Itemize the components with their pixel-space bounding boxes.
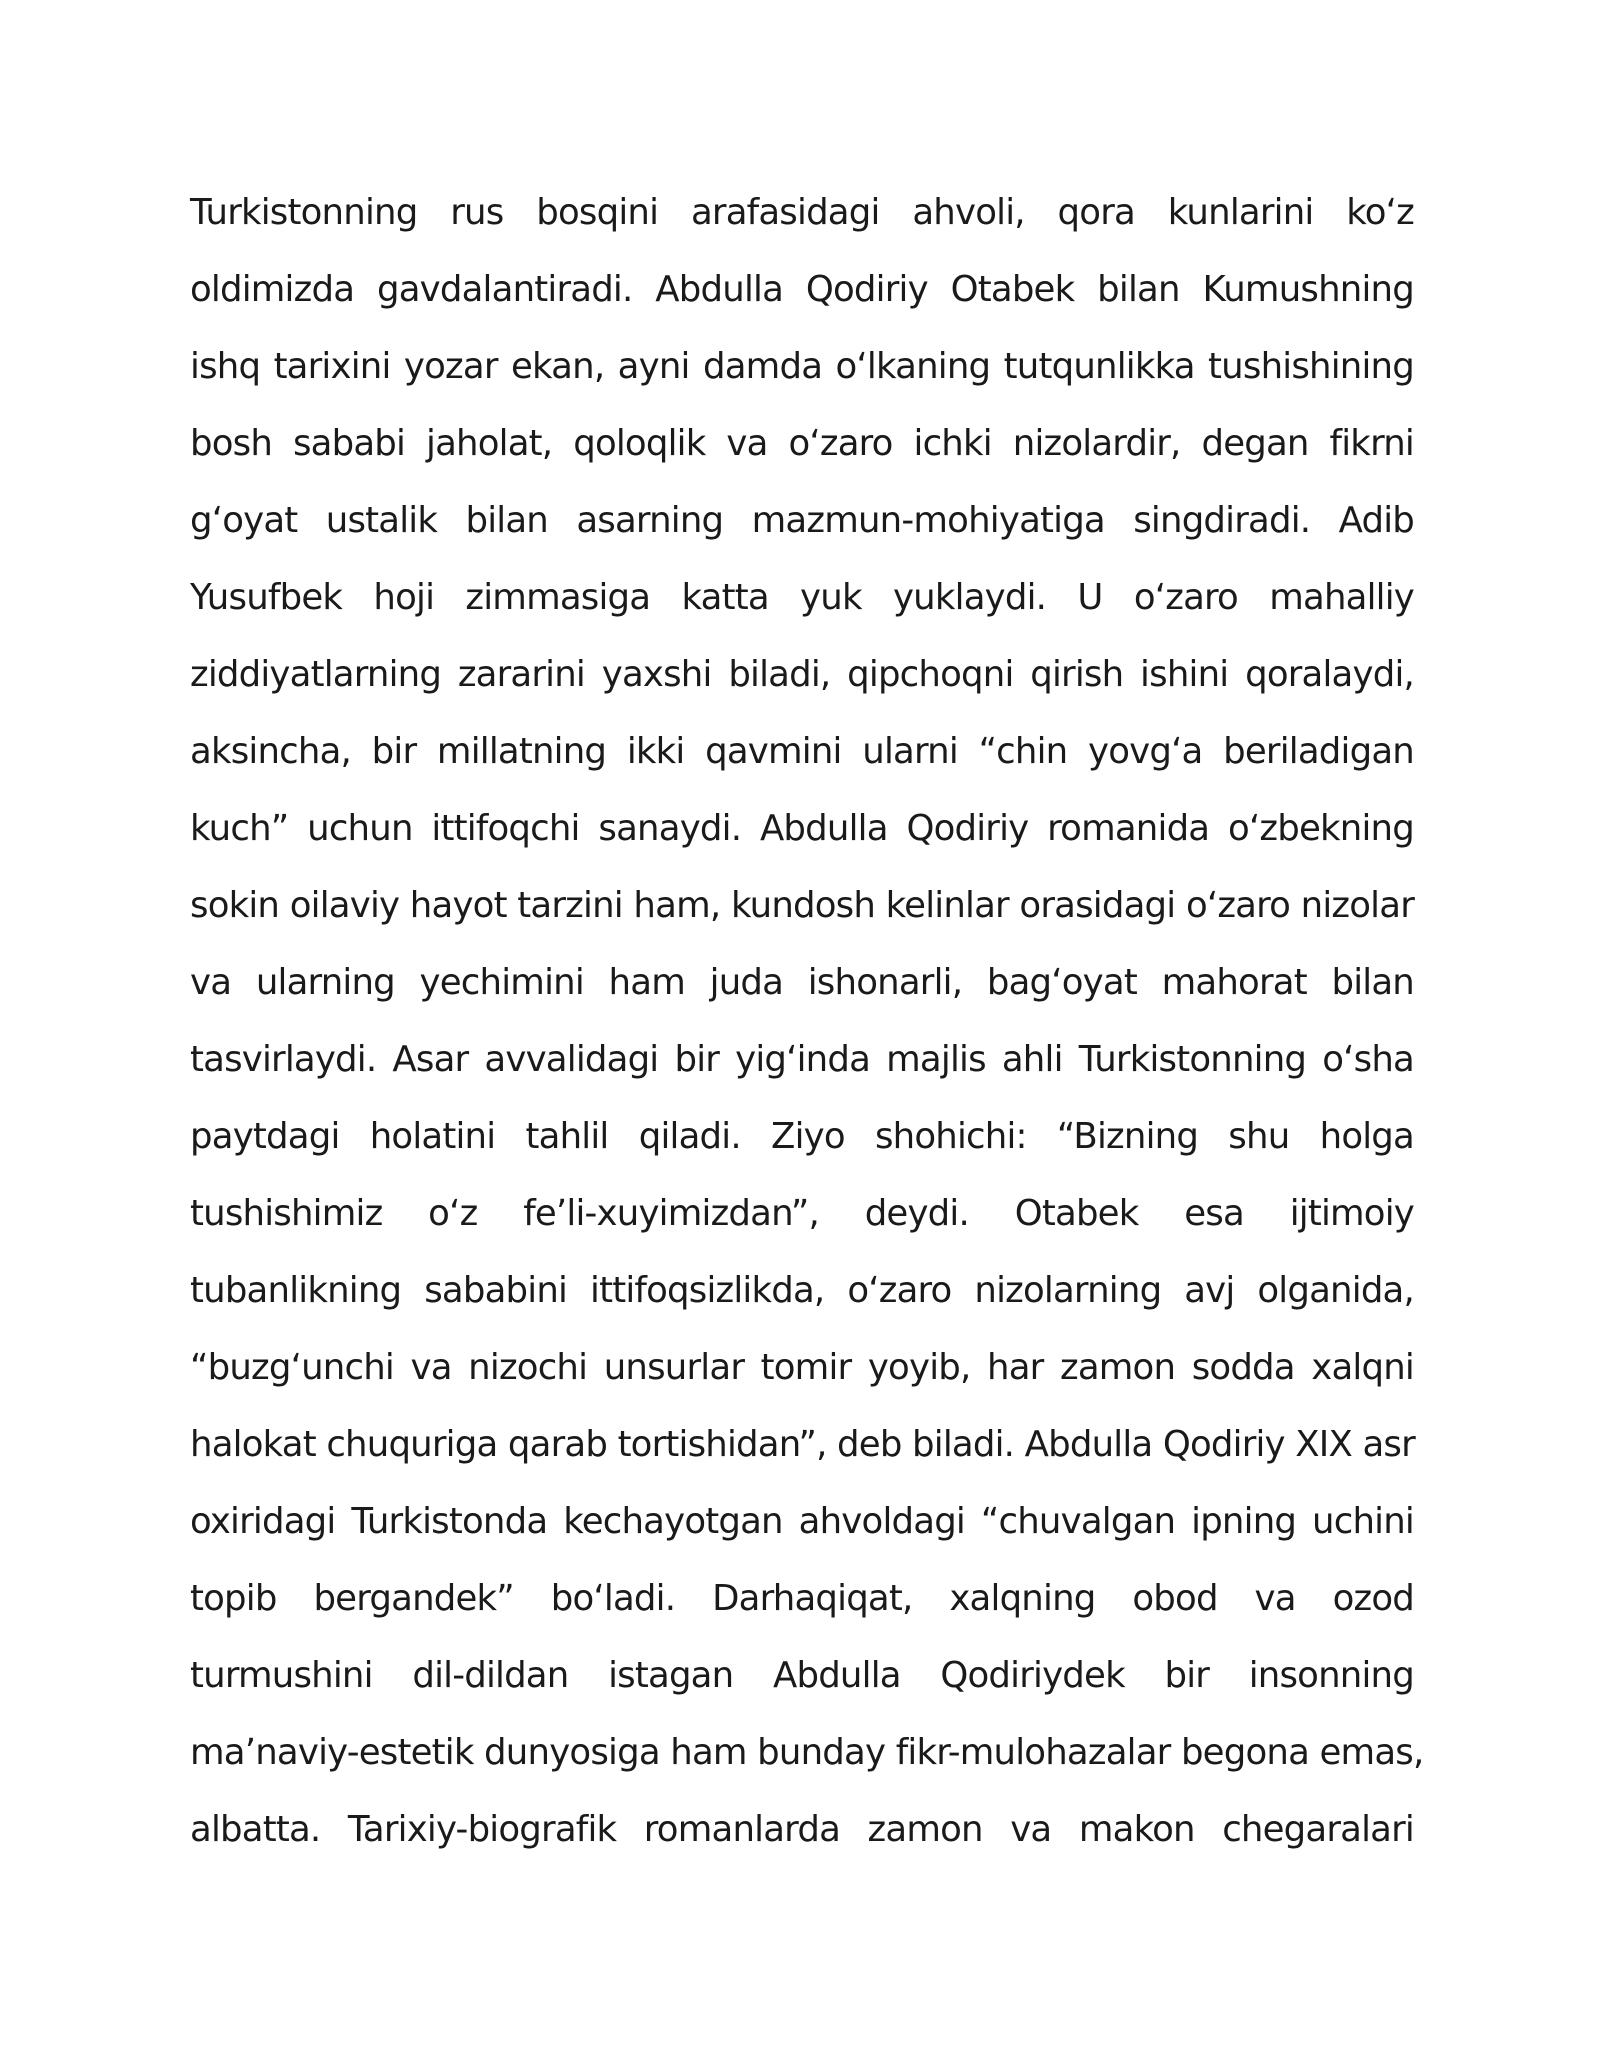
text-line: sokin oilaviy hayot tarzini ham, kundosh kelinlar orasidagi o‘zaro nizolar [190,885,1414,926]
text-line: oxiridagi Turkistonda kechayotgan ahvoldagi “chuvalgan ipning uchini [190,1501,1414,1542]
text-line: ziddiyatlarning zararini yaxshi biladi, qipchoqni qirish ishini qoralaydi, [190,654,1414,695]
text-line: ma’naviy-estetik dunyosiga ham bunday fikr-mulohazalar begona emas, [190,1732,1424,1773]
text-line: tushishimiz o‘z fe’li-xuyimizdan”, deydi. Otabek esa ijtimoiy [190,1193,1414,1234]
text-line: albatta. Tarixiy-biografik romanlarda zamon va makon chegaralari [190,1809,1414,1850]
text-line: bosh sababi jaholat, qoloqlik va o‘zaro ichki nizolardir, degan fikrni [190,423,1414,464]
text-line: topib bergandek” bo‘ladi. Darhaqiqat, xalqning obod va ozod [190,1578,1414,1619]
text-line: tasvirlaydi. Asar avvalidagi bir yig‘inda majlis ahli Turkistonning o‘sha [190,1039,1414,1080]
text-line: Turkistonning rus bosqini arafasidagi ahvoli, qora kunlarini ko‘z [190,192,1414,233]
text-line: turmushini dil-dildan istagan Abdulla Qodiriydek bir insonning [190,1655,1414,1696]
text-line: halokat chuquriga qarab tortishidan”, deb biladi. Abdulla Qodiriy XIX asr [190,1424,1415,1465]
text-line: g‘oyat ustalik bilan asarning mazmun-mohiyatiga singdiradi. Adib [190,500,1414,541]
text-line: aksincha, bir millatning ikki qavmini ularni “chin yovg‘a beriladigan [190,731,1414,772]
text-line: oldimizda gavdalantiradi. Abdulla Qodiriy Otabek bilan Kumushning [190,269,1414,310]
text-line: kuch” uchun ittifoqchi sanaydi. Abdulla Qodiriy romanida o‘zbekning [190,808,1414,849]
text-line: tubanlikning sababini ittifoqsizlikda, o‘zaro nizolarning avj olganida, [190,1270,1414,1311]
text-line: ishq tarixini yozar ekan, ayni damda o‘lkaning tutqunlikka tushishining [190,346,1414,387]
body-paragraph [190,183,1424,1877]
text-line: Yusufbek hoji zimmasiga katta yuk yuklaydi. U o‘zaro mahalliy [190,577,1414,618]
text-line: “buzg‘unchi va nizochi unsurlar tomir yoyib, har zamon sodda xalqni [190,1347,1414,1388]
text-line: paytdagi holatini tahlil qiladi. Ziyo shohichi: “Bizning shu holga [190,1116,1414,1157]
text-line: va ularning yechimini ham juda ishonarli, bag‘oyat mahorat bilan [190,962,1414,1003]
